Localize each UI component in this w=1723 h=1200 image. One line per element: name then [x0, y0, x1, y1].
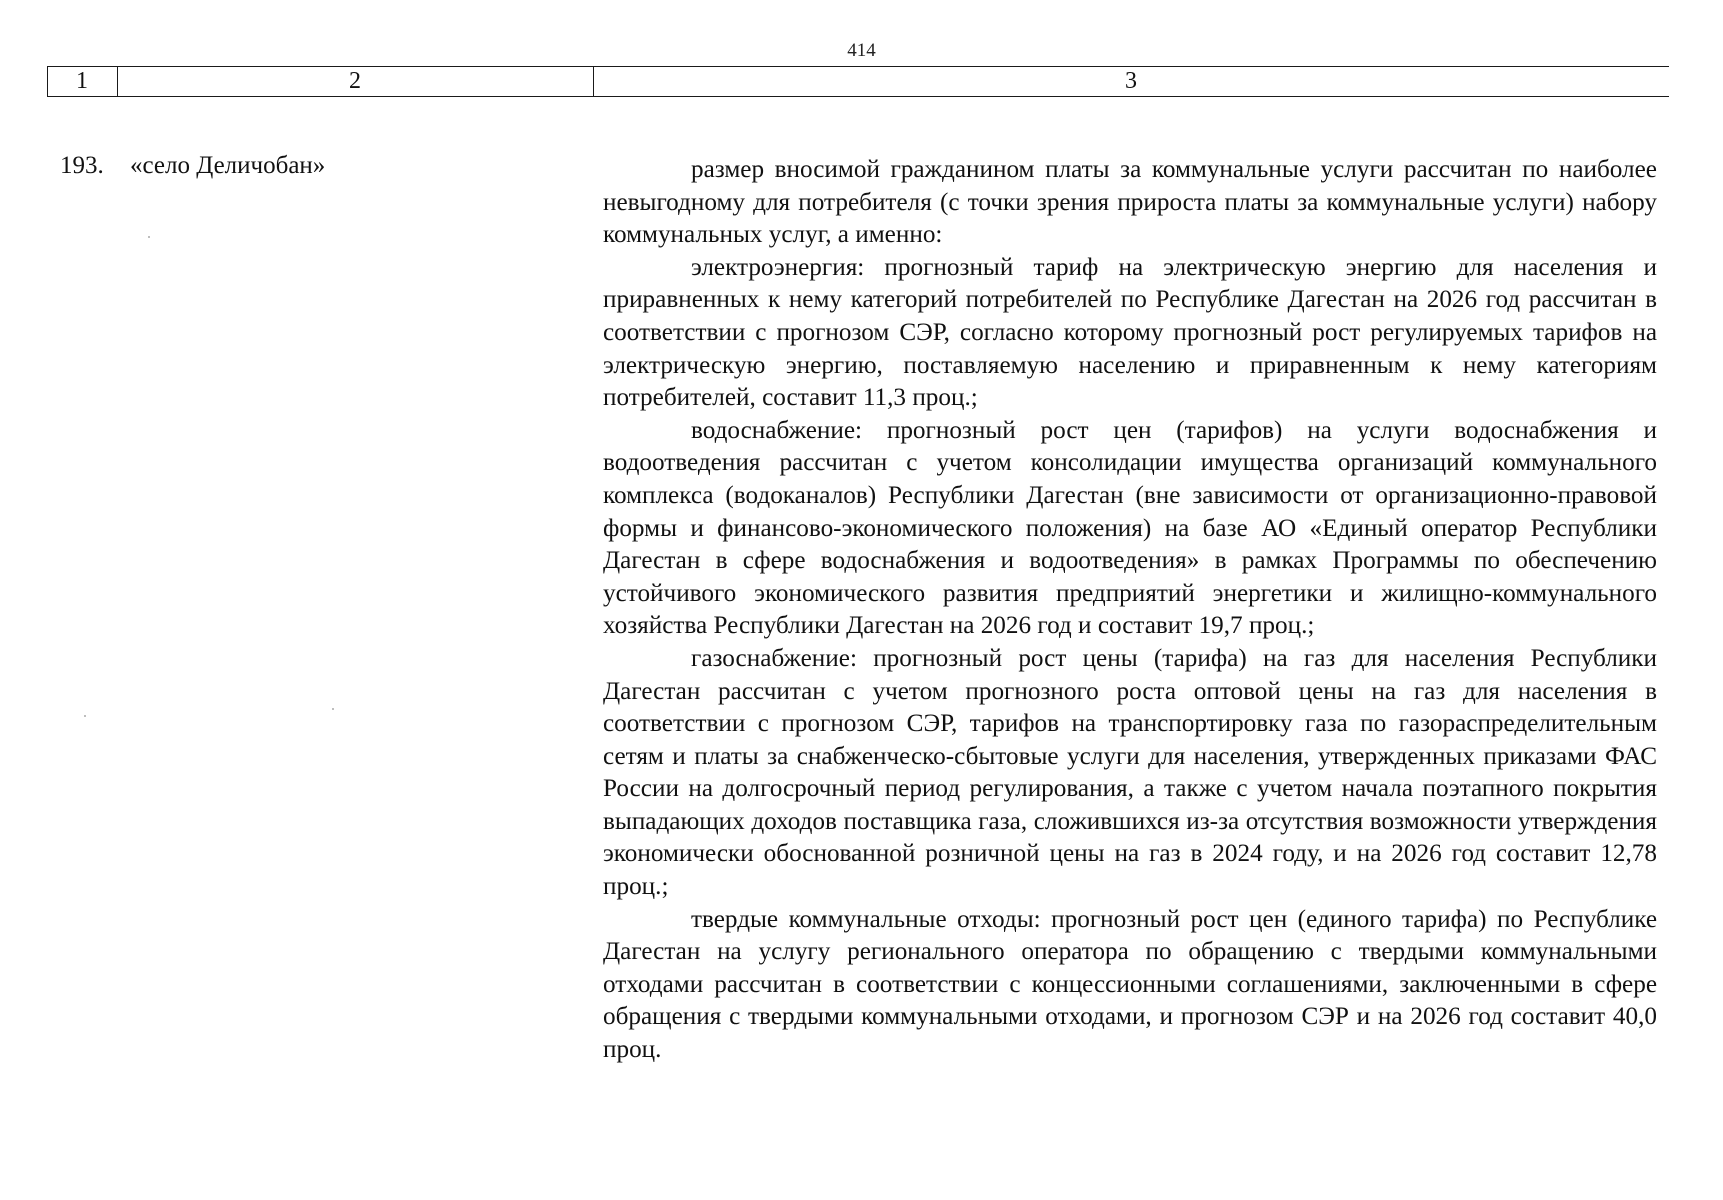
column-number-2: 2 — [349, 68, 361, 94]
paragraph: размер вносимой гражданином платы за коммунальные услуги рассчитан по наиболее невыгодному для потребителя (с точки зрения прироста платы за коммунальные услуги) набору коммунальных услуг, а именно: — [603, 156, 1657, 249]
table-header — [47, 66, 1669, 96]
entry-description — [603, 154, 1657, 1067]
scan-speck — [332, 708, 334, 710]
column-number-1: 1 — [76, 68, 88, 94]
paragraph: твердые коммунальные отходы: прогнозный рост цен (единого тарифа) по Республике Дагестан на услугу регионального оператора по обращению с твердыми коммунальными отходами рассчитан в соответствии с концессионными соглашениями, заключенными в сфере обращения с твердыми коммунальными отходами, и прогнозом СЭР и на 2026 год составит 40,0 проц. — [603, 905, 1657, 1064]
paragraph: водоснабжение: прогнозный рост цен (тарифов) на услуги водоснабжения и водоотведения рассчитан с учетом консолидации имущества организаций коммунального комплекса (водоканалов) Республики Дагестан (вне зависимости от организационно-правовой формы и финансово-экономического положения) на базе АО «Единый оператор Республики Дагестан в сфере водоснабжения и водоотведения» в рамках Программы по обеспечению устойчивого экономического развития предприятий энергетики и жилищно-коммунального хозяйства Республики Дагестан на 2026 год и составит 19,7 проц.; — [603, 416, 1657, 640]
paragraph: газоснабжение: прогнозный рост цены (тарифа) на газ для населения Республики Дагестан рассчитан с учетом прогнозного роста оптовой цены на газ для населения в соответствии с прогнозом СЭР, тарифов на транспортировку газа по газораспределительным сетям и платы за снабженческо-сбытовые услуги для населения, утвержденных приказами ФАС России на долгосрочный период регулирования, а также с учетом начала поэтапного покрытия выпадающих доходов поставщика газа, сложившихся из-за отсутствия возможности утверждения экономически обоснованной розничной цены на газ в 2024 году, и на 2026 год составит 12,78 проц.; — [603, 644, 1657, 901]
scan-speck — [84, 715, 86, 717]
page-number: 414 — [847, 40, 876, 61]
column-number-3: 3 — [1125, 68, 1137, 94]
entry-number: 193. — [60, 152, 104, 179]
scan-speck — [148, 236, 150, 238]
paragraph: электроэнергия: прогнозный тариф на электрическую энергию для населения и приравненных к нему категорий потребителей по Республике Дагестан на 2026 год рассчитан в соответствии с прогнозом СЭР, согласно которому прогнозный рост регулируемых тарифов на электрическую энергию, поставляемую населению и приравненным к нему категориям потребителей, составит 11,3 проц.; — [603, 253, 1657, 412]
header-bottom-line — [47, 96, 1669, 97]
header-top-line — [47, 66, 1669, 67]
settlement-name: «село Деличобан» — [130, 152, 326, 179]
